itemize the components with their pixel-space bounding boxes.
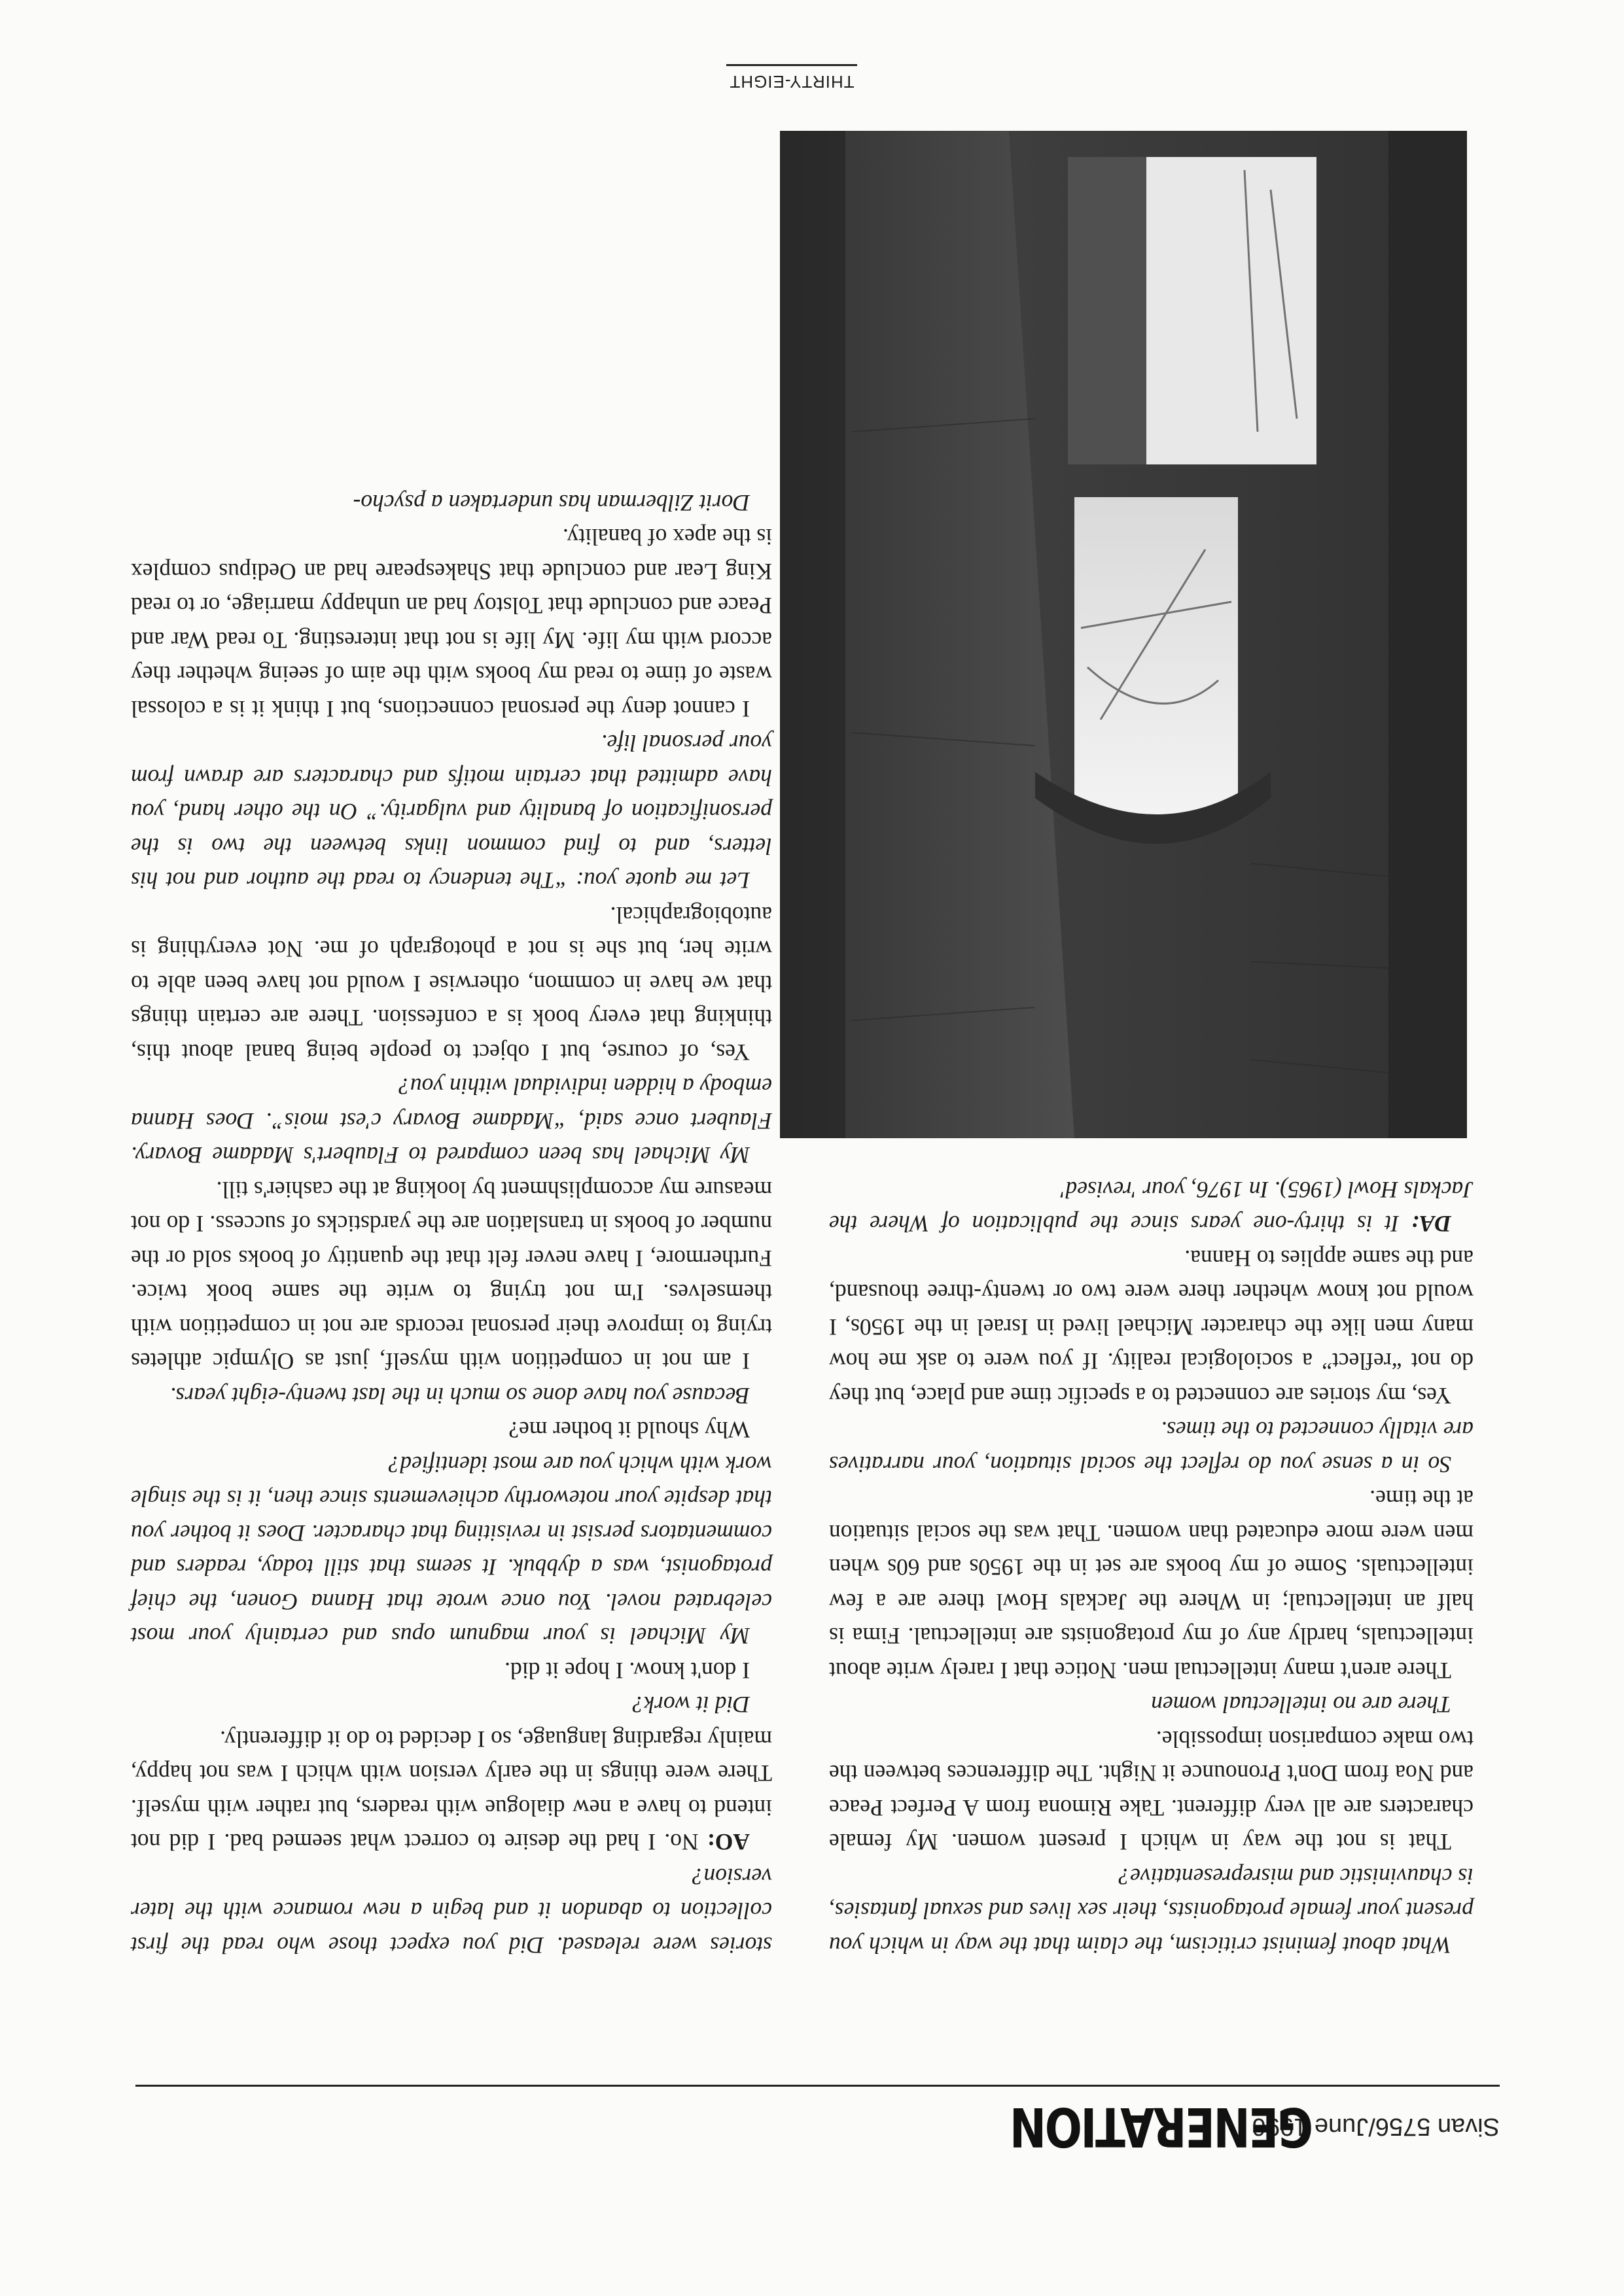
magazine-logo: GENERATION: [1011, 2095, 1313, 2157]
left_column-paragraph: [829, 1722, 1474, 1860]
left_column-paragraph: [829, 1482, 1474, 1688]
left_column-paragraph: [829, 1173, 1474, 1242]
speaker-label: AO:: [707, 1829, 750, 1856]
paragraph-text: stories were released. Did you expect those who read the first collection to abandon it and begin a new romance with the later version?: [131, 1864, 772, 1958]
right_column-paragraph: [131, 1654, 772, 1688]
right_column-paragraph: [131, 486, 772, 521]
right_column-paragraph: [131, 1722, 772, 1860]
left-column: [829, 1173, 1474, 1963]
issue-date: Sivan 5756/June 1996: [1252, 2113, 1500, 2140]
page-number-label: THIRTY-EIGHT: [729, 72, 855, 92]
paragraph-text: That is not the way in which I present women. My female characters are all very different. Take Rimona from A Perfect Peace and Noa from Don't Pronounce it Night. The differences between the two make comparison impossible.: [829, 1726, 1474, 1856]
right_column-paragraph: [131, 898, 772, 1070]
right_column-paragraph: [131, 1448, 772, 1654]
paragraph-text: My Michael has been compared to Flaubert's Madame Bovary. Flaubert once said, “Madame Bovary c'est mois”. Does Hanna embody a hidden individual within you?: [131, 1073, 772, 1169]
paragraph-text: There are no intellectual women: [1151, 1692, 1451, 1718]
header-rule: [135, 2085, 1500, 2087]
right_column-paragraph: [131, 1860, 772, 1963]
page-header: [135, 2085, 1500, 2157]
right_column-paragraph: [131, 1688, 772, 1722]
paragraph-text: Dorit Zilberman has undertaken a psycho-: [353, 490, 750, 516]
paragraph-text: My Michael is your magnum opus and certainly your most celebrated novel. You once wrote that Hanna Gonen, the chief protagonist, was a dybbuk. It seems that still today, readers and commentators persist in revisiting that character. Does it bother you that despite your noteworthy achievements since then, it is the single work with which you are most identified?: [131, 1452, 772, 1650]
right_column-paragraph: [131, 1413, 772, 1448]
right_column-paragraph: [131, 1379, 772, 1414]
paragraph-text: So in a sense you do reflect the social situation, your narratives are vitally connected to the times.: [829, 1417, 1474, 1478]
left_column-paragraph: [829, 1413, 1474, 1482]
left_column-paragraph: [829, 1242, 1474, 1414]
alley-photo: [780, 131, 1467, 1138]
right_column-paragraph: [131, 1070, 772, 1173]
paragraph-text: What about feminist criticism, the claim that the way in which you present your female protagonists, their sex lives and sexual fantasies, is chauvinistic and misrepresentative?: [829, 1864, 1474, 1958]
footer-rule: [726, 64, 857, 66]
page-footer: [726, 64, 857, 92]
right_column-paragraph: [131, 1173, 772, 1379]
paragraph-text: Let me quote you: “The tendency to read the author and not his letters, and to find common links between the two is the personification of banality and vulgarity.” On the other hand, you have admitted that certain motifs and characters are drawn from your personal life.: [131, 730, 772, 894]
paragraph-text: Yes, of course, but I object to people being banal about this, thinking that every book is a confession. There are certain things that we have in common, otherwise I would not have been able to write her, but she is not a photograph of me. Not everything is autobiographical.: [131, 902, 772, 1066]
paragraph-text: I cannot deny the personal connections, but I think it is a colossal waste of time to read my books with the aim of seeing whether they accord with my life. My life is not that interesting. To read War and Peace and conclude that Tolstoy had an unhappy marriage, or to read King Lear and conclude that Shakespeare had an Oedipus complex is the apex of banality.: [131, 524, 772, 722]
arch-opening: [1074, 497, 1238, 824]
lower-opening: [1146, 157, 1316, 464]
paragraph-text: There aren't many intellectual men. Notice that I rarely write about intellectuals, hardly any of my protagonists are intellectual. Fima is half an intellectual; in Where the Jackals Howl there are a few intellectuals. Some of my books are set in the 1950s and 60s when men were more educated than women. That was the social situation at the time.: [829, 1486, 1474, 1684]
right_column-paragraph: [131, 726, 772, 898]
paragraph-text: Yes, my stories are connected to a specific time and place, but they do not “reflect” a sociological reality. If you were to ask me how many men like the character Michael lived in Israel in the 1950s, I would not know whether there were two or twenty-three thousand, and the same applies to Hanna.: [829, 1245, 1474, 1409]
left_column-paragraph: [829, 1688, 1474, 1722]
paragraph-text: Did it work?: [632, 1692, 750, 1718]
paragraph-text: I don't know. I hope it did.: [504, 1658, 750, 1684]
right-column: [131, 486, 772, 1963]
right_column-paragraph: [131, 520, 772, 726]
paragraph-text: No. I had the desire to correct what seemed bad. I did not intend to have a new dialogue with readers, but rather with myself. There were things in the early version with which I was not happy, mainly regarding language, so I decided to do it differently.: [130, 1726, 772, 1856]
paragraph-text: Because you have done so much in the last twenty-eight years.: [169, 1383, 750, 1409]
paragraph-text: I am not in competition with myself, just as Olympic athletes trying to improve their personal records are not in competition with themselves. I'm not trying to write the same book twice. Furthermore, I have never felt that the quantity of books sold or the number of books in translation are the yardsticks of success. I do not measure my accomplishment by looking at the cashier's till.: [131, 1177, 772, 1375]
paragraph-text: Why should it bother me?: [508, 1417, 750, 1444]
speaker-label: DA:: [1411, 1211, 1451, 1238]
left_column-paragraph: [829, 1860, 1474, 1963]
paragraph-text: It is thirty-one years since the publication of Where the Jackals Howl (1965). In 1976, your 'revised': [829, 1177, 1474, 1238]
